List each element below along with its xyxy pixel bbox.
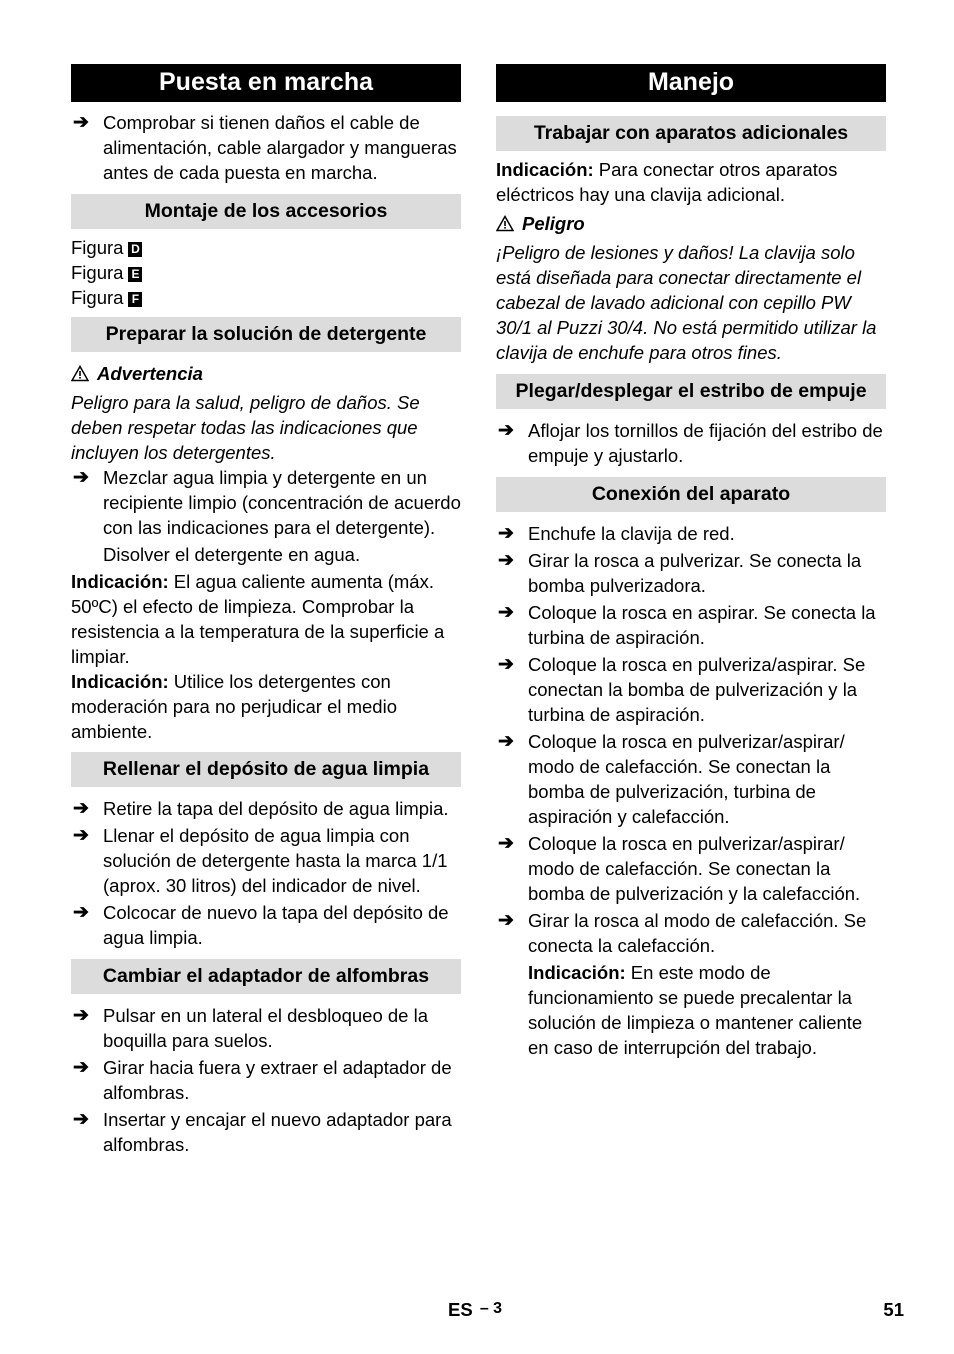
subsection-title-montaje: Montaje de los accesorios	[71, 194, 461, 229]
note-paragraph: Indicación: Para conectar otros aparatos eléctricos hay una clavija adicional.	[496, 159, 838, 205]
footer-section-number: – 3	[479, 1300, 503, 1317]
arrow-right-icon: ➔	[73, 825, 89, 846]
warning-triangle-icon	[496, 215, 514, 232]
arrow-right-icon: ➔	[73, 902, 89, 923]
danger-label: Peligro	[496, 211, 886, 236]
list-item: ➔ Retire la tapa del depósito de agua limpia.	[73, 798, 449, 819]
list-item: ➔ Insertar y encajar el nuevo adaptador para alfombras.	[73, 1109, 452, 1155]
arrow-right-icon: ➔	[498, 602, 514, 623]
list-item: ➔ Coloque la rosca en pulverizar/aspirar/ modo de calefacción. Se conectan la bomba de pulverización y la calefacción.	[498, 833, 861, 904]
step-continuation: Disolver el detergente en agua.	[103, 544, 361, 565]
arrow-right-icon: ➔	[498, 731, 514, 752]
section-title-puesta-en-marcha: Puesta en marcha	[71, 64, 461, 102]
figure-badge: E	[128, 267, 142, 282]
step-list	[71, 1003, 461, 1157]
list-item: ➔ Pulsar en un lateral el desbloqueo de la boquilla para suelos.	[73, 1005, 429, 1051]
list-item: ➔ Girar la rosca al modo de calefacción. Se conecta la calefacción.	[498, 910, 867, 956]
arrow-right-icon: ➔	[73, 798, 89, 819]
list-item: ➔ Coloque la rosca en pulverizar/aspirar/ modo de calefacción. Se conectan la bomba de pulverización, turbina de aspiración y calefacción.	[498, 731, 845, 827]
step-list	[496, 521, 886, 958]
arrow-right-icon: ➔	[498, 550, 514, 571]
note-paragraph: Indicación: Utilice los detergentes con moderación para no perjudicar el medio ambiente.	[71, 671, 397, 742]
arrow-right-icon: ➔	[73, 1109, 89, 1130]
list-item: ➔ Coloque la rosca en aspirar. Se conecta la turbina de aspiración.	[498, 602, 876, 648]
figure-reference: Figura E	[71, 260, 461, 285]
footer-language: ES – 3	[448, 1299, 503, 1320]
left-column	[71, 64, 461, 1157]
list-item: ➔ Coloque la rosca en pulveriza/aspirar. Se conectan la bomba de pulverización y la turbina de aspiración.	[498, 654, 866, 725]
arrow-right-icon: ➔	[498, 833, 514, 854]
warning-label: Advertencia	[71, 361, 461, 386]
arrow-right-icon: ➔	[73, 1005, 89, 1026]
subsection-title-plegar: Plegar/desplegar el estribo de empuje	[496, 374, 886, 409]
arrow-right-icon: ➔	[498, 420, 514, 441]
figure-list	[71, 235, 461, 310]
step-list	[71, 796, 461, 950]
subsection-title-cambiar: Cambiar el adaptador de alfombras	[71, 959, 461, 994]
subsection-title-trabajar: Trabajar con aparatos adicionales	[496, 116, 886, 151]
figure-badge: D	[128, 242, 142, 257]
arrow-right-icon: ➔	[498, 910, 514, 931]
arrow-right-icon: ➔	[73, 112, 89, 133]
warning-triangle-icon	[71, 365, 89, 382]
right-column	[496, 64, 886, 1060]
list-item: ➔ Colcocar de nuevo la tapa del depósito de agua limpia.	[73, 902, 449, 948]
note-paragraph: Indicación: En este modo de funcionamiento se puede precalentar la solución de limpieza o mantener caliente en caso de interrupción del trabajo.	[528, 962, 863, 1058]
list-item: ➔ Aflojar los tornillos de fijación del estribo de empuje y ajustarlo.	[498, 420, 883, 466]
section-title-manejo: Manejo	[496, 64, 886, 102]
page-number: 51	[883, 1299, 904, 1320]
subsection-title-preparar: Preparar la solución de detergente	[71, 317, 461, 352]
list-item: ➔ Llenar el depósito de agua limpia con solución de detergente hasta la marca 1/1 (aprox. 30 litros) del indicador de nivel.	[73, 825, 448, 896]
list-item: ➔ Enchufe la clavija de red.	[498, 523, 735, 544]
list-item: ➔ Girar la rosca a pulverizar. Se conecta la bomba pulverizadora.	[498, 550, 862, 596]
arrow-right-icon: ➔	[498, 654, 514, 675]
warning-text: Peligro para la salud, peligro de daños. Se deben respetar todas las indicaciones que incluyen los detergentes.	[71, 392, 420, 463]
arrow-right-icon: ➔	[498, 523, 514, 544]
note-paragraph: Indicación: El agua caliente aumenta (máx. 50ºC) el efecto de limpieza. Comprobar la resistencia a la temperatura de la superficie a limpiar.	[71, 571, 445, 667]
figure-badge: F	[128, 292, 142, 307]
list-item: ➔ Girar hacia fuera y extraer el adaptador de alfombras.	[73, 1057, 452, 1103]
danger-text: ¡Peligro de lesiones y daños! La clavija solo está diseñada para conectar directamente el cabezal de lavado adicional con cepillo PW 30/1 al Puzzi 30/4. No está permitido utilizar la clavija de enchufe para otros fines.	[496, 242, 877, 363]
subsection-title-conexion: Conexión del aparato	[496, 477, 886, 512]
figure-reference: Figura F	[71, 285, 461, 310]
subsection-title-rellenar: Rellenar el depósito de agua limpia	[71, 752, 461, 787]
list-item: ➔ Mezclar agua limpia y detergente en un recipiente limpio (concentración de acuerdo con las indicaciones para el detergente).	[73, 467, 461, 538]
arrow-right-icon: ➔	[73, 1057, 89, 1078]
arrow-right-icon: ➔	[73, 467, 89, 488]
figure-reference: Figura D	[71, 235, 461, 260]
list-item: ➔ Comprobar si tienen daños el cable de alimentación, cable alargador y mangueras antes de cada puesta en marcha.	[73, 112, 457, 183]
